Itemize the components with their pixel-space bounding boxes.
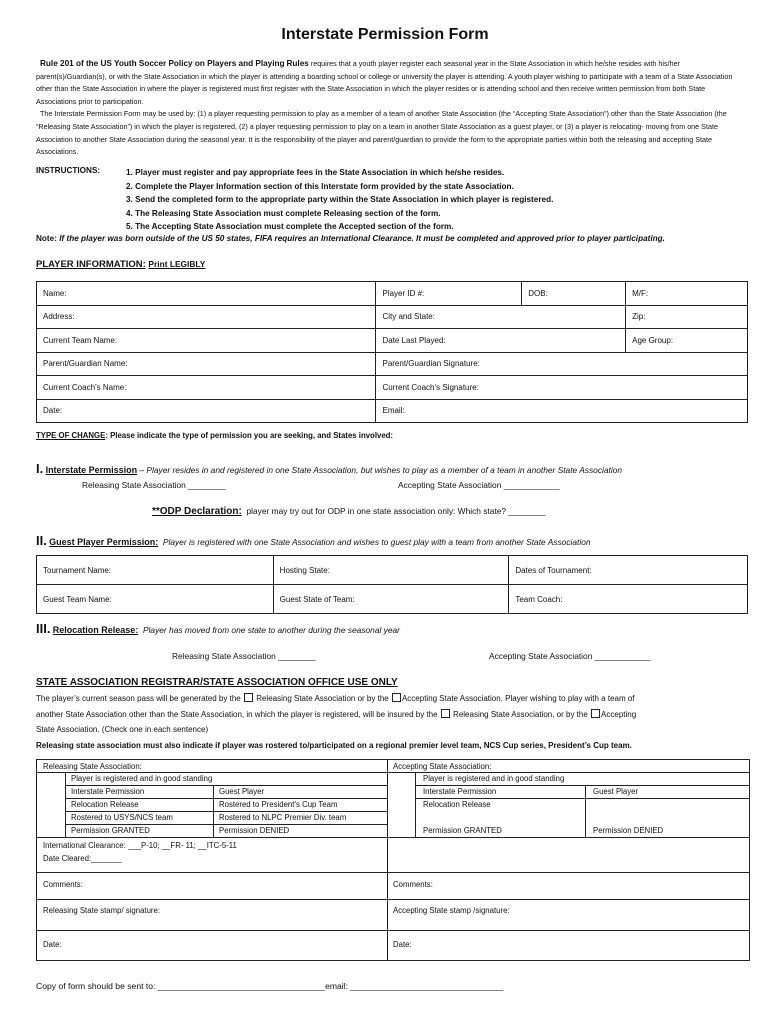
- releasing-good-standing[interactable]: Player is registered and in good standing: [71, 774, 213, 783]
- accepting-interstate-permission[interactable]: Interstate Permission: [423, 787, 497, 796]
- rostered-presidents-cup[interactable]: Rostered to President’s Cup Team: [219, 800, 338, 809]
- section3-accepting[interactable]: Accepting State Association ____________: [489, 651, 651, 661]
- releasing-interstate-permission[interactable]: Interstate Permission: [71, 787, 145, 796]
- rostered-nlpc[interactable]: Rostered to NLPC Premier Div. team: [219, 813, 347, 822]
- current-team-field[interactable]: Current Team Name:: [37, 329, 376, 353]
- instructions-label: INSTRUCTIONS:: [36, 166, 101, 175]
- accepting-stamp-signature[interactable]: Accepting State stamp /signature:: [393, 906, 510, 915]
- city-state-field[interactable]: City and State:: [376, 305, 626, 329]
- instruction-step: 3. Send the completed form to the appropriate party within the State Association in which player is registered.: [126, 195, 554, 205]
- player-info-heading: PLAYER INFORMATION: Print LEGIBLY: [36, 259, 206, 270]
- mf-field[interactable]: M/F:: [626, 282, 748, 306]
- player-id-field[interactable]: Player ID #:: [376, 282, 522, 306]
- accepting-insured-checkbox[interactable]: [591, 709, 600, 718]
- address-field[interactable]: Address:: [37, 305, 376, 329]
- releasing-permission-granted[interactable]: Permission GRANTED: [71, 826, 150, 835]
- office-use-text: The player’s current season pass will be generated by the Releasing State Association or by the Accepting State Association. Player wishing to play with a team of another State Association other than the State Association, in which the player is registered, will be insured by the Releasing State Association, or by the Accepting State Association. (Check one in each sentence) Releasing state association must also indicate if player was rostered to/participated on a regional premier level team, NCS Cup series, President’s Cup team.: [36, 694, 637, 750]
- intro-paragraph-1: Rule 201 of the US Youth Soccer Policy on Players and Playing Rules requires that a youth player register each seasonal year in the State Association in which he/she resides with his/her parent(s)/Guardian(s), or with the State Association in which the player is attending a boarding school or college or university the player is attending. A youth player wishing to participate with a team of a State Association other than the State Association in where the player is registered must first register with the State Association in which the player resides or is attending school and then receive written permission from both State Associations prior to participation.: [36, 59, 733, 106]
- page-title: Interstate Permission Form: [281, 26, 489, 43]
- accepting-permission-granted[interactable]: Permission GRANTED: [423, 826, 502, 835]
- team-coach-field[interactable]: Team Coach:: [509, 585, 748, 614]
- section-relocation-release: III. Relocation Release: Player has moved from one state to another during the seasonal year: [36, 621, 400, 636]
- releasing-section-title: Releasing State Association:: [43, 762, 142, 771]
- releasing-pass-checkbox[interactable]: [244, 693, 253, 702]
- releasing-date[interactable]: Date:: [43, 940, 62, 949]
- accepting-good-standing[interactable]: Player is registered and in good standing: [423, 774, 565, 783]
- instruction-step: 1. Player must register and pay appropriate fees in the State Association in which he/she resides.: [126, 168, 505, 177]
- guest-player-table: [36, 555, 748, 614]
- guest-team-name-field[interactable]: Guest Team Name:: [37, 585, 274, 614]
- releasing-insured-checkbox[interactable]: [441, 709, 450, 718]
- tournament-name-field[interactable]: Tournament Name:: [37, 556, 274, 585]
- dob-field[interactable]: DOB:: [522, 282, 626, 306]
- coach-signature-field[interactable]: Current Coach’s Signature:: [376, 376, 748, 400]
- tournament-dates-field[interactable]: Dates of Tournament:: [509, 556, 748, 585]
- accepting-pass-checkbox[interactable]: [392, 693, 401, 702]
- copy-sent-to-line[interactable]: Copy of form should be sent to: ___________________________________email: ________________________________: [36, 981, 504, 991]
- rostered-usys-ncs[interactable]: Rostered to USYS/NCS team: [71, 813, 173, 822]
- section-guest-player-permission: II. Guest Player Permission: Player is registered with one State Association and wishes to guest play with a team from another State Association: [36, 533, 591, 548]
- section3-releasing[interactable]: Releasing State Association ________: [172, 651, 316, 661]
- date-field[interactable]: Date:: [37, 399, 376, 423]
- section-interstate-permission: I. Interstate Permission – Player resides in and registered in one State Association, but wishes to play as a member of a team in another State Association: [36, 461, 623, 476]
- instruction-step: 4. The Releasing State Association must complete Releasing section of the form.: [126, 208, 441, 218]
- odp-declaration[interactable]: **ODP Declaration: player may try out for ODP in one state association only: Which state? ________: [152, 506, 546, 517]
- accepting-relocation-release[interactable]: Relocation Release: [423, 800, 491, 809]
- name-field[interactable]: Name:: [37, 282, 376, 306]
- date-cleared[interactable]: Date Cleared:_______: [43, 854, 122, 863]
- instruction-steps: [126, 166, 553, 234]
- instruction-step: 2. Complete the Player Information section of this Interstate form provided by the state Association.: [126, 181, 514, 191]
- fifa-note: Note: If the player was born outside of the US 50 states, FIFA requires an International Clearance. It must be completed and approved prior to player participating.: [36, 234, 665, 243]
- email-field[interactable]: Email:: [376, 399, 748, 423]
- accepting-permission-denied[interactable]: Permission DENIED: [593, 826, 664, 835]
- releasing-stamp-signature[interactable]: Releasing State stamp/ signature:: [43, 906, 161, 915]
- hosting-state-field[interactable]: Hosting State:: [273, 556, 509, 585]
- releasing-permission-denied[interactable]: Permission DENIED: [219, 826, 290, 835]
- parent-signature-field[interactable]: Parent/Guardian Signature:: [376, 352, 748, 376]
- player-info-table: [36, 281, 748, 423]
- guest-state-field[interactable]: Guest State of Team:: [273, 585, 509, 614]
- coach-name-field[interactable]: Current Coach’s Name:: [37, 376, 376, 400]
- releasing-comments[interactable]: Comments:: [43, 880, 83, 889]
- accepting-date[interactable]: Date:: [393, 940, 412, 949]
- intro-text: [36, 58, 742, 159]
- international-clearance[interactable]: International Clearance: ___P-10; __FR- 11; __ITC-5-11: [43, 841, 237, 850]
- age-group-field[interactable]: Age Group:: [626, 329, 748, 353]
- accepting-section-title: Accepting State Association:: [393, 762, 492, 771]
- section1-accepting[interactable]: Accepting State Association ____________: [398, 480, 560, 490]
- releasing-relocation-release[interactable]: Relocation Release: [71, 800, 139, 809]
- zip-field[interactable]: Zip:: [626, 305, 748, 329]
- type-of-change: TYPE OF CHANGE: Please indicate the type of permission you are seeking, and States involved:: [36, 431, 394, 440]
- accepting-comments[interactable]: Comments:: [393, 880, 433, 889]
- intro-paragraph-2: The Interstate Permission Form may be used by: (1) a player requesting permission to play as a member of a team of another State Association (the “Accepting State Association”) other than the State Association (the “Releasing State Association”) in which the player is registered, (2) a player requesting permission to play on a team in another State Association as a guest player, or (3) a player is relocating- moving from one State Association to another State Association during the seasonal year. It is the responsibility of the player and parent/guardian to provide the form to the appropriate parties within both the releasing and accepting State Associations.: [36, 109, 727, 157]
- date-last-played-field[interactable]: Date Last Played:: [376, 329, 626, 353]
- instruction-step: 5. The Accepting State Association must complete the Accepted section of the form.: [126, 222, 454, 232]
- releasing-guest-player[interactable]: Guest Player: [219, 787, 265, 796]
- office-use-table: [36, 759, 750, 961]
- parent-name-field[interactable]: Parent/Guardian Name:: [37, 352, 376, 376]
- section1-releasing[interactable]: Releasing State Association ________: [82, 480, 226, 490]
- accepting-guest-player[interactable]: Guest Player: [593, 787, 639, 796]
- office-use-heading: STATE ASSOCIATION REGISTRAR/STATE ASSOCIATION OFFICE USE ONLY: [36, 677, 398, 688]
